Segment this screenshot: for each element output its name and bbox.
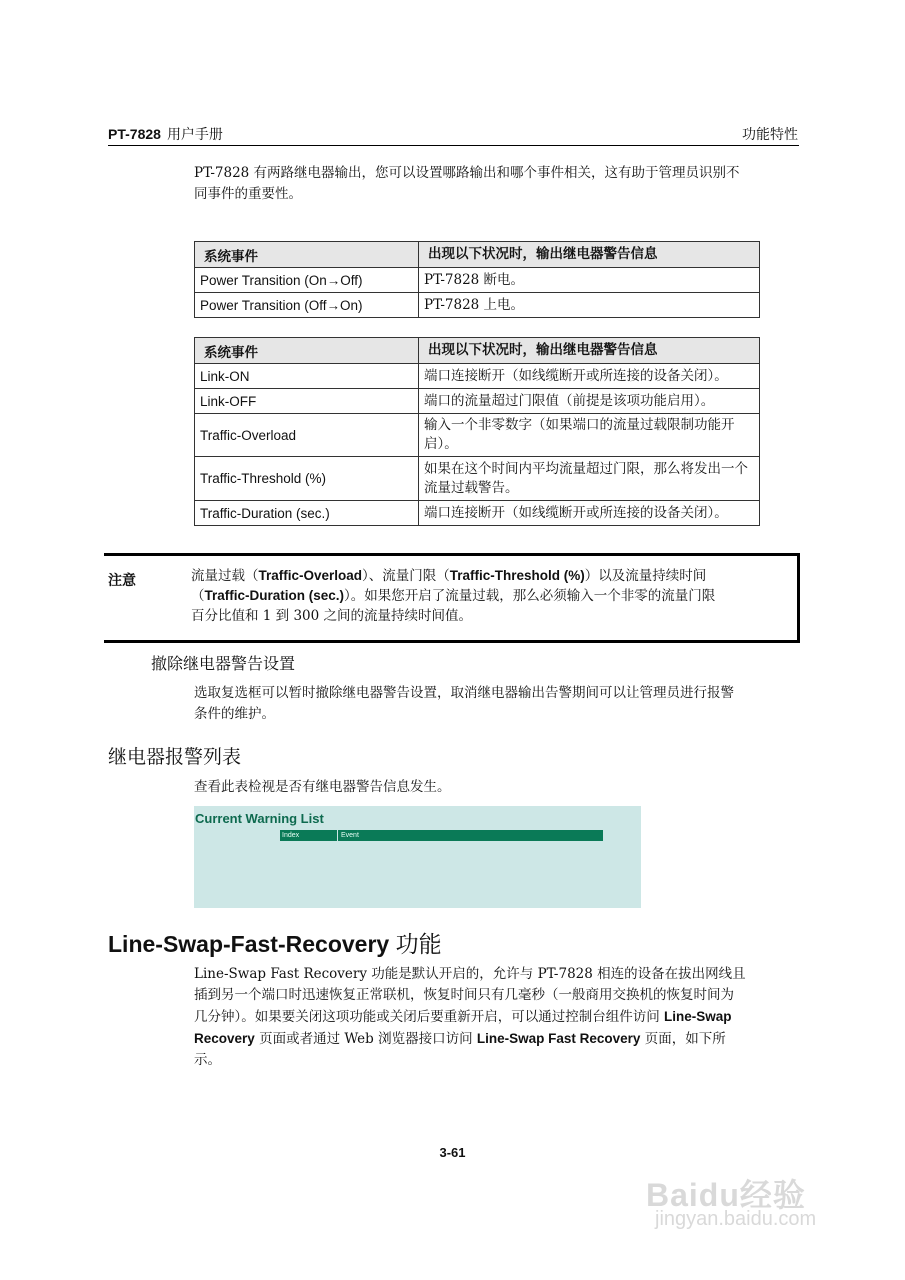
section-heading-relay-list: 继电器报警列表: [108, 746, 242, 768]
baidu-watermark: Baidu经验: [646, 1177, 806, 1213]
event-description: PT-7828 上电。: [419, 293, 760, 318]
intro-paragraph: [194, 163, 804, 205]
relay-override-line-2: 条件的维护。: [194, 706, 275, 722]
traffic-events-table: [194, 337, 760, 526]
relay-override-line-1: 选取复选框可以暂时撤除继电器警告设置，取消继电器输出告警期间可以让管理员进行报警: [194, 685, 734, 701]
lsfr-term: Recovery: [194, 1031, 255, 1046]
column-index[interactable]: Index: [282, 832, 300, 839]
section-heading-relay-override: 撤除继电器警告设置: [151, 654, 296, 673]
current-warning-list-title: Current Warning List: [195, 811, 324, 826]
lsfr-line-4: [194, 1028, 804, 1050]
lsfr-line-3: [194, 1006, 804, 1028]
lsfr-paragraph: [194, 964, 804, 1071]
header-divider: [108, 145, 799, 146]
table-header-row: [195, 338, 760, 364]
event-name: Traffic-Threshold (%): [195, 457, 419, 501]
event-description: 端口连接断开（如线缆断开或所连接的设备关闭）。: [419, 501, 760, 526]
event-description: 输入一个非零数字（如果端口的流量过载限制功能开启）。: [419, 414, 760, 457]
table-row: [195, 457, 760, 501]
power-events-table: [194, 241, 760, 318]
note-label: 注意: [108, 573, 136, 589]
lsfr-text-part: 页面，如下所: [640, 1031, 726, 1047]
lsfr-text-part: 几分钟）。如果要关闭这项功能或关闭后要重新开启，可以通过控制台组件访问: [194, 1009, 665, 1025]
current-warning-list-panel: [194, 806, 641, 908]
event-name: Link-OFF: [195, 389, 419, 414]
event-name: Link-ON: [195, 364, 419, 389]
warning-list-table-header: [280, 830, 603, 841]
lsfr-line-5: 示。: [194, 1052, 221, 1068]
event-name: Power Transition (On→Off): [195, 268, 419, 293]
lsfr-term: Line-Swap Fast Recovery: [476, 1031, 641, 1046]
header-system-event: 系统事件: [195, 242, 419, 268]
note-term-overload: Traffic-Overload: [258, 568, 363, 583]
intro-line-1: PT-7828 有两路继电器输出，您可以设置哪路输出和哪个事件相关，这有助于管理员识别不: [194, 165, 740, 181]
lsfr-text-part: 页面或者通过 Web 浏览器接口访问: [254, 1031, 477, 1047]
lsfr-term: Line-Swap: [664, 1009, 732, 1024]
lsfr-heading-en: Line-Swap-Fast-Recovery: [108, 931, 390, 957]
note-text: [191, 566, 791, 626]
manual-label: 用户手册: [166, 126, 223, 142]
event-description: 端口的流量超过门限值（前提是该项功能启用）。: [419, 389, 760, 414]
header-relay-condition: 出现以下状况时，输出继电器警告信息: [419, 242, 760, 268]
table-row: [195, 293, 760, 318]
running-header-left: [108, 124, 223, 144]
note-line-3: 百分比值和 1 到 300 之间的流量持续时间值。: [191, 608, 473, 624]
note-text-part: 流量过载（: [191, 568, 259, 584]
event-description: 端口连接断开（如线缆断开或所连接的设备关闭）。: [419, 364, 760, 389]
note-term-duration: Traffic-Duration (sec.): [204, 588, 345, 603]
note-line-2: [191, 586, 791, 606]
event-name: Traffic-Duration (sec.): [195, 501, 419, 526]
note-term-threshold: Traffic-Threshold (%): [449, 568, 585, 583]
table-row: [195, 414, 760, 457]
event-name: Traffic-Overload: [195, 414, 419, 457]
column-event[interactable]: Event: [341, 832, 359, 839]
table-row: [195, 501, 760, 526]
note-text-part: ）。如果您开启了流量过载，那么必须输入一个非零的流量门限: [344, 588, 716, 604]
section-heading-lsfr: [108, 926, 442, 959]
table-header-row: [195, 242, 760, 268]
column-divider: [337, 830, 338, 841]
baidu-watermark-url: jingyan.baidu.com: [655, 1208, 817, 1230]
relay-list-description: 查看此表检视是否有继电器警告信息发生。: [194, 779, 451, 795]
event-name: Power Transition (Off→On): [195, 293, 419, 318]
note-text-part: （: [191, 588, 205, 604]
table-row: [195, 389, 760, 414]
header-system-event: 系统事件: [195, 338, 419, 364]
running-header-section: 功能特性: [742, 127, 798, 143]
intro-line-2: 同事件的重要性。: [194, 186, 302, 202]
lsfr-heading-zh: 功能: [395, 932, 442, 958]
page-number: 3-61: [439, 1145, 466, 1160]
header-relay-condition: 出现以下状况时，输出继电器警告信息: [419, 338, 760, 364]
product-name: PT-7828: [108, 126, 161, 142]
note-line-1: [191, 566, 791, 586]
event-description: PT-7828 断电。: [419, 268, 760, 293]
table-row: [195, 268, 760, 293]
event-description: 如果在这个时间内平均流量超过门限，那么将发出一个流量过载警告。: [419, 457, 760, 501]
lsfr-line-1: Line-Swap Fast Recovery 功能是默认开启的，允许与 PT-7828 相连的设备在拔出网线且: [194, 966, 746, 982]
note-text-part: ）、流量门限（: [362, 568, 450, 584]
note-text-part: ）以及流量持续时间: [584, 568, 707, 584]
relay-override-paragraph: [194, 683, 804, 725]
lsfr-line-2: 插到另一个端口时迅速恢复正常联机，恢复时间只有几毫秒（一般商用交换机的恢复时间为: [194, 987, 734, 1003]
table-row: [195, 364, 760, 389]
